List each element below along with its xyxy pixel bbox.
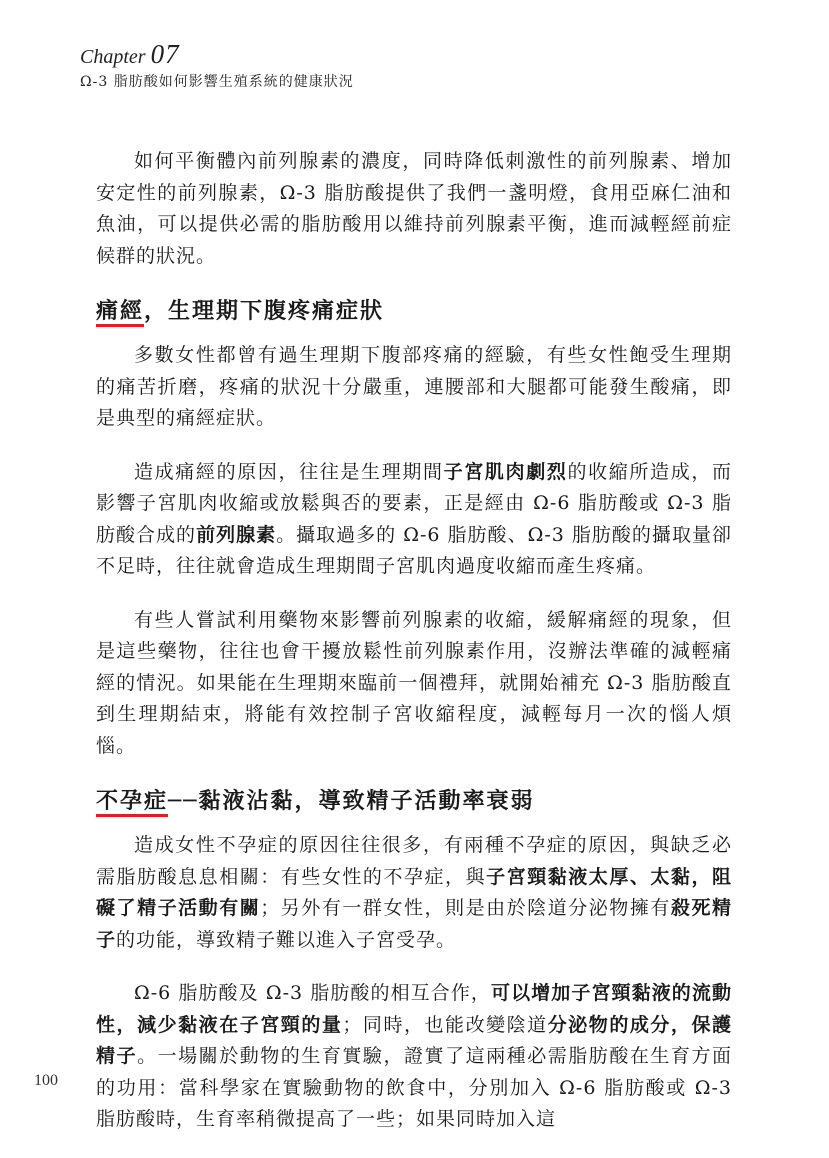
chapter-word: Chapter bbox=[80, 46, 146, 68]
emphasis-text: 子宮頸黏液太厚、太黏，阻礙了精子活動有關 bbox=[96, 865, 732, 919]
paragraph-dysmenorrhea-1: 多數女性都曾有過生理期下腹部疼痛的經驗，有些女性飽受生理期的痛苦折磨，疼痛的狀況十分嚴重，連腰部和大腿都可能發生酸痛，即是典型的痛經症狀。 bbox=[96, 344, 732, 429]
page-body bbox=[96, 146, 732, 1158]
emphasis-text: 前列腺素 bbox=[196, 523, 277, 546]
section-heading-dysmenorrhea bbox=[96, 294, 732, 330]
chapter-title: Ω-3 脂肪酸如何影響生殖系統的健康狀況 bbox=[80, 74, 354, 90]
text-run: 造成女性不孕症的原因往往很多，有兩種不孕症的原因，與缺乏必需脂肪酸息息相關：有些女性的不孕症，與 bbox=[96, 834, 732, 888]
paragraph-dysmenorrhea-2 bbox=[96, 457, 732, 583]
paragraph-infertility-1 bbox=[96, 830, 732, 956]
paragraph-infertility-2 bbox=[96, 978, 732, 1136]
heading-accent: 不孕症 bbox=[96, 789, 168, 817]
emphasis-text: 子宮肌肉劇烈 bbox=[443, 460, 568, 483]
text-run: 造成痛經的原因，往往是生理期間 bbox=[134, 460, 444, 483]
text-run: ；同時，也能改變陰道 bbox=[342, 1013, 548, 1036]
emphasis-text: 分泌物的成分，保護精子 bbox=[96, 1013, 732, 1067]
chapter-number: 07 bbox=[150, 39, 180, 69]
text-run: 。一場關於動物的生育實驗，證實了這兩種必需脂肪酸在生育方面的功用：當科學家在實驗動物的飲食中，分別加入 Ω-6 脂肪酸或 Ω-3 脂肪酸時，生育率稍微提高了一些；如果同時加入這 bbox=[96, 1045, 732, 1130]
text-run: 的功能，導致精子難以進入子宮受孕。 bbox=[116, 928, 457, 951]
text-run: ；另外有一群女性，則是由於陰道分泌物擁有 bbox=[260, 897, 671, 919]
text-run: Ω-6 脂肪酸及 Ω-3 脂肪酸的相互合作， bbox=[134, 982, 492, 1004]
chapter-label bbox=[80, 39, 354, 69]
emphasis-text: 殺死精子 bbox=[96, 897, 732, 951]
heading-text: ──黏液沾黏，導致精子活動率衰弱 bbox=[168, 789, 535, 814]
page-number: 100 bbox=[34, 1072, 58, 1089]
section-heading-infertility bbox=[96, 784, 732, 820]
text-run: 。攝取過多的 Ω-6 脂肪酸、Ω-3 脂肪酸的攝取量卻不足時，往往就會造成生理期間子宮肌肉過度收縮而產生疼痛。 bbox=[96, 523, 732, 577]
running-header bbox=[80, 39, 354, 91]
emphasis-text: 可以增加子宮頸黏液的流動性，減少黏液在子宮頸的量 bbox=[96, 982, 732, 1036]
heading-text: ，生理期下腹疼痛症狀 bbox=[144, 299, 385, 324]
heading-accent: 痛經 bbox=[96, 299, 144, 327]
text-run: 的收縮所造成，而影響子宮肌肉收縮或放鬆與否的要素，正是經由 Ω-6 脂肪酸或 Ω-3 脂肪酸合成的 bbox=[96, 460, 732, 546]
paragraph-intro: 如何平衡體內前列腺素的濃度，同時降低刺激性的前列腺素、增加安定性的前列腺素，Ω-3 脂肪酸提供了我們一盞明燈，食用亞麻仁油和魚油，可以提供必需的脂肪酸用以維持前列腺素平衡，進而減輕經前症候群的狀況。 bbox=[96, 150, 732, 267]
paragraph-dysmenorrhea-3: 有些人嘗試利用藥物來影響前列腺素的收縮，緩解痛經的現象，但是這些藥物，往往也會干擾放鬆性前列腺素作用，沒辦法準確的減輕痛經的情況。如果能在生理期來臨前一個禮拜，就開始補充 Ω-3 脂肪酸直到生理期結束，將能有效控制子宮收縮程度，減輕每月一次的惱人煩惱。 bbox=[96, 608, 732, 757]
